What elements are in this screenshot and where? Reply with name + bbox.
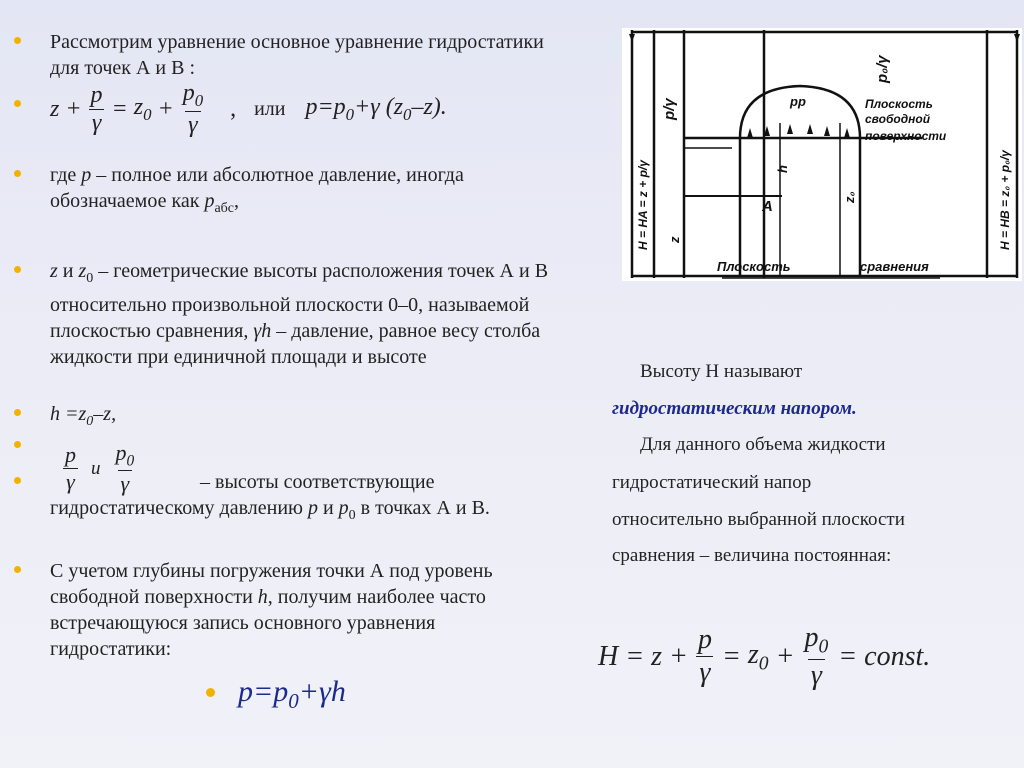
paragraph-p: где p – полное или абсолютное давление, иногда обозначаемое как $p_{абс}$,	[50, 164, 464, 216]
label-HA: H = HA = z + p/γ	[636, 160, 650, 250]
label-pp: pp	[790, 94, 806, 109]
label-bottom-plane: Плоскость	[717, 259, 791, 274]
equation-1: z + $\frac{p}{\gamma}$ = $z_0$ + $\frac{p_0}{\gamma}$ , или $p=p_0+\gamma$ $(z_0-z)$.	[50, 80, 447, 138]
paragraph-h: $h =z_0-z$,	[50, 403, 117, 429]
label-HB: H = HB = z₀ + p₀/γ	[998, 150, 1012, 250]
label-plane-1: Плоскость	[865, 97, 933, 111]
label-A: A	[762, 198, 773, 215]
label-z: z	[667, 236, 682, 243]
paragraph-intro: Рассмотрим уравнение основное уравнение гидростатики для точек А и В :	[50, 31, 544, 79]
label-z0: z₀	[842, 191, 857, 203]
bullet	[14, 566, 21, 573]
bullet	[206, 688, 215, 697]
bullet	[14, 266, 21, 273]
final-equation: $p=p_0+\gamma h$	[238, 675, 346, 713]
label-h: h	[775, 165, 790, 173]
label-plane-3: поверхности	[865, 129, 947, 143]
bullet	[14, 100, 21, 107]
right-line-2: гидростатическим напором.	[612, 398, 857, 419]
right-line-3: Для данного объема жидкости	[640, 434, 886, 455]
bullet	[14, 477, 21, 484]
label-p-gamma: p/γ	[661, 98, 678, 120]
bullet	[14, 170, 21, 177]
label-plane-2: свободной	[865, 112, 931, 126]
right-line-6: сравнения – величина постоянная:	[612, 545, 892, 566]
right-line-5: относительно выбранной плоскости	[612, 509, 905, 530]
right-line-4: гидростатический напор	[612, 472, 812, 493]
paragraph-heights: – высоты соответствующие гидростатическому давлению p и $p_0$ в точках А и В.	[50, 471, 490, 523]
paragraph-z: z и $z_0$ – геометрические высоты расположения точек А и В относительно произвольной плоскости 0–0, называемой плоскостью сравнения, γh – давление, равное весу столба жидкости при единичной площади и высоте	[50, 260, 549, 368]
bullet	[14, 441, 21, 448]
paragraph-depth: С учетом глубины погружения точки А под уровень свободной поверхности h, получим наиболее часто встречающуюся запись основного уравнения гидростатики:	[50, 560, 493, 660]
head-equation: H = z + $\frac{p}{\gamma}$ = $z_0$ + $\frac{p_0}{\gamma}$ = const.	[598, 622, 931, 691]
fractions-inline: $\frac{p}{\gamma}$ и $\frac{p_0}{\gamma}$	[65, 440, 135, 497]
hydrostatic-diagram	[622, 28, 1022, 281]
bullet	[14, 37, 21, 44]
label-p0-gamma: p₀/γ	[874, 55, 891, 83]
bullet	[14, 409, 21, 416]
label-bottom-comparison: сравнения	[860, 259, 929, 274]
right-line-1: Высоту Н называют	[640, 361, 803, 382]
